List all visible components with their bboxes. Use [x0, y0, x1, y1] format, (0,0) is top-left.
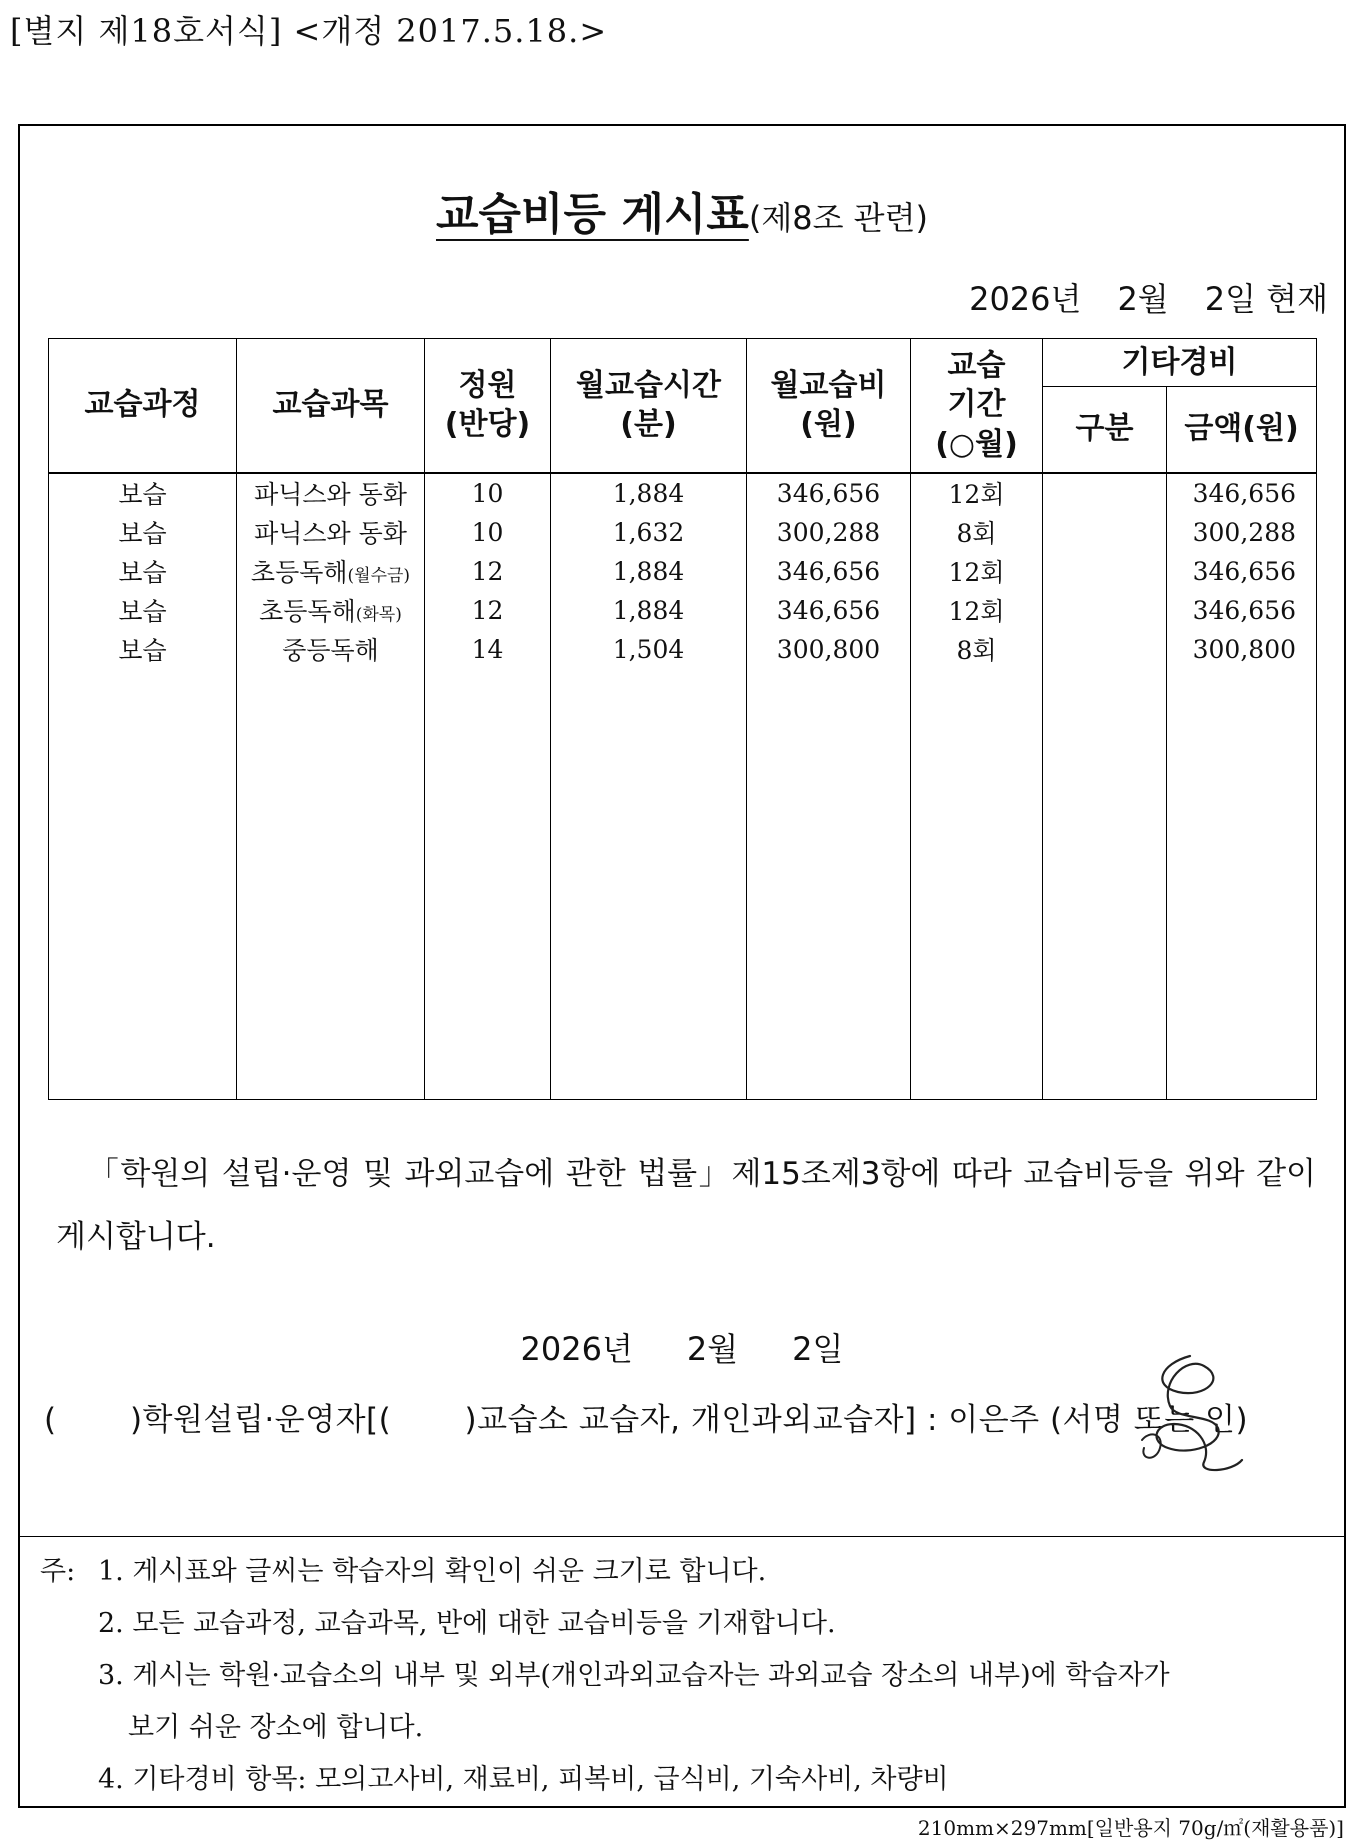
cell-course: 보습 [49, 630, 237, 669]
signature-image [1120, 1344, 1260, 1484]
cell-minutes: 1,884 [551, 591, 747, 630]
empty-cell [49, 669, 237, 1100]
header-other-expenses: 기타경비 [1043, 339, 1317, 387]
note-4: 4. 기타경비 항목: 모의고사비, 재료비, 피복비, 급식비, 기숙사비, 차량비 [98, 1764, 949, 1795]
header-period-label: 교습 기간 (○월) [935, 347, 1018, 463]
cell-course: 보습 [49, 552, 237, 591]
form-label: [별지 제18호서식] <개정 2017.5.18.> [10, 12, 608, 50]
note-3-continued: 보기 쉬운 장소에 합니다. [128, 1712, 424, 1743]
signer-line: ( )학원설립·운영자[( )교습소 교습자, 개인과외교습자] : 이은주 (서명 또는 인) [44, 1402, 1249, 1438]
header-monthly-fee-label: 월교습비 (원) [770, 367, 887, 443]
cell-subject: 초등독해(화목) [237, 591, 425, 630]
sign-month: 2월 [686, 1330, 739, 1368]
cell-fee: 300,288 [747, 513, 911, 552]
cell-fee: 346,656 [747, 591, 911, 630]
table-filler-row [49, 669, 1317, 1100]
cell-fee: 346,656 [747, 473, 911, 513]
cell-subject: 파닉스와 동화 [237, 473, 425, 513]
cell-expense-type [1043, 630, 1167, 669]
note-2: 2. 모든 교습과정, 교습과목, 반에 대한 교습비등을 기재합니다. [98, 1608, 836, 1639]
note-1: 1. 게시표와 글씨는 학습자의 확인이 쉬운 크기로 합니다. [98, 1556, 767, 1587]
fee-table [48, 338, 1317, 1100]
cell-period: 8회 [911, 630, 1043, 669]
cell-course: 보습 [49, 591, 237, 630]
notice-text [56, 1143, 1316, 1269]
cell-course: 보습 [49, 473, 237, 513]
cell-period: 12회 [911, 552, 1043, 591]
subject-note: (월수금) [347, 566, 411, 586]
title-block [0, 178, 1364, 242]
cell-amount: 300,800 [1167, 630, 1317, 669]
empty-cell [551, 669, 747, 1100]
as-of-month: 2월 [1117, 280, 1169, 318]
empty-cell [1043, 669, 1167, 1100]
empty-cell [747, 669, 911, 1100]
as-of-year: 2026년 [969, 280, 1082, 318]
header-capacity-label: 정원 (반당) [444, 367, 531, 443]
cell-period: 12회 [911, 591, 1043, 630]
header-capacity [425, 339, 551, 473]
header-monthly-minutes-label: 월교습시간 (분) [576, 367, 721, 443]
cell-course: 보습 [49, 513, 237, 552]
cell-expense-type [1043, 513, 1167, 552]
cell-capacity: 12 [425, 591, 551, 630]
cell-capacity: 10 [425, 473, 551, 513]
cell-amount: 346,656 [1167, 473, 1317, 513]
empty-cell [237, 669, 425, 1100]
sign-year: 2026년 [520, 1330, 633, 1368]
fee-rows [49, 473, 1317, 1100]
cell-subject: 초등독해(월수금) [237, 552, 425, 591]
cell-minutes: 1,884 [551, 473, 747, 513]
header-monthly-minutes [551, 339, 747, 473]
cell-period: 8회 [911, 513, 1043, 552]
page-title: 교습비등 게시표 [435, 189, 749, 240]
cell-capacity: 12 [425, 552, 551, 591]
header-subject: 교습과목 [237, 339, 425, 473]
cell-fee: 300,800 [747, 630, 911, 669]
subject-note: (화목) [355, 605, 402, 625]
cell-expense-type [1043, 552, 1167, 591]
paper-spec: 210mm×297mm[일반용지 70g/㎡(재활용품)] [917, 1816, 1344, 1840]
notes-divider [18, 1536, 1346, 1537]
cell-expense-type [1043, 473, 1167, 513]
sign-day: 2일 [792, 1330, 844, 1368]
table-row [49, 513, 1317, 552]
note-3: 3. 게시는 학원·교습소의 내부 및 외부(개인과외교습자는 과외교습 장소의 내부)에 학습자가 [98, 1660, 1170, 1691]
cell-subject: 파닉스와 동화 [237, 513, 425, 552]
empty-cell [1167, 669, 1317, 1100]
cell-amount: 300,288 [1167, 513, 1317, 552]
cell-minutes: 1,884 [551, 552, 747, 591]
table-row [49, 473, 1317, 513]
notes-section [40, 1546, 1170, 1806]
empty-cell [911, 669, 1043, 1100]
table-row [49, 552, 1317, 591]
header-monthly-fee [747, 339, 911, 473]
table-row [49, 591, 1317, 630]
notice-body: 「학원의 설립·운영 및 과외교습에 관한 법률」제15조제3항에 따라 교습비등을 위와 같이 게시합니다. [56, 1156, 1316, 1255]
cell-subject: 중등독해 [237, 630, 425, 669]
title-subtitle: (제8조 관련) [748, 199, 928, 237]
cell-amount: 346,656 [1167, 552, 1317, 591]
cell-amount: 346,656 [1167, 591, 1317, 630]
cell-capacity: 14 [425, 630, 551, 669]
cell-fee: 346,656 [747, 552, 911, 591]
header-course: 교습과정 [49, 339, 237, 473]
cell-expense-type [1043, 591, 1167, 630]
as-of-day: 2일 현재 [1204, 280, 1328, 318]
empty-cell [425, 669, 551, 1100]
header-period [911, 339, 1043, 473]
cell-capacity: 10 [425, 513, 551, 552]
header-amount: 금액(원) [1167, 387, 1317, 473]
cell-period: 12회 [911, 473, 1043, 513]
table-row [49, 630, 1317, 669]
cell-minutes: 1,504 [551, 630, 747, 669]
as-of-date [969, 274, 1328, 320]
header-expense-type: 구분 [1043, 387, 1167, 473]
cell-minutes: 1,632 [551, 513, 747, 552]
notes-label: 주: [40, 1556, 76, 1587]
